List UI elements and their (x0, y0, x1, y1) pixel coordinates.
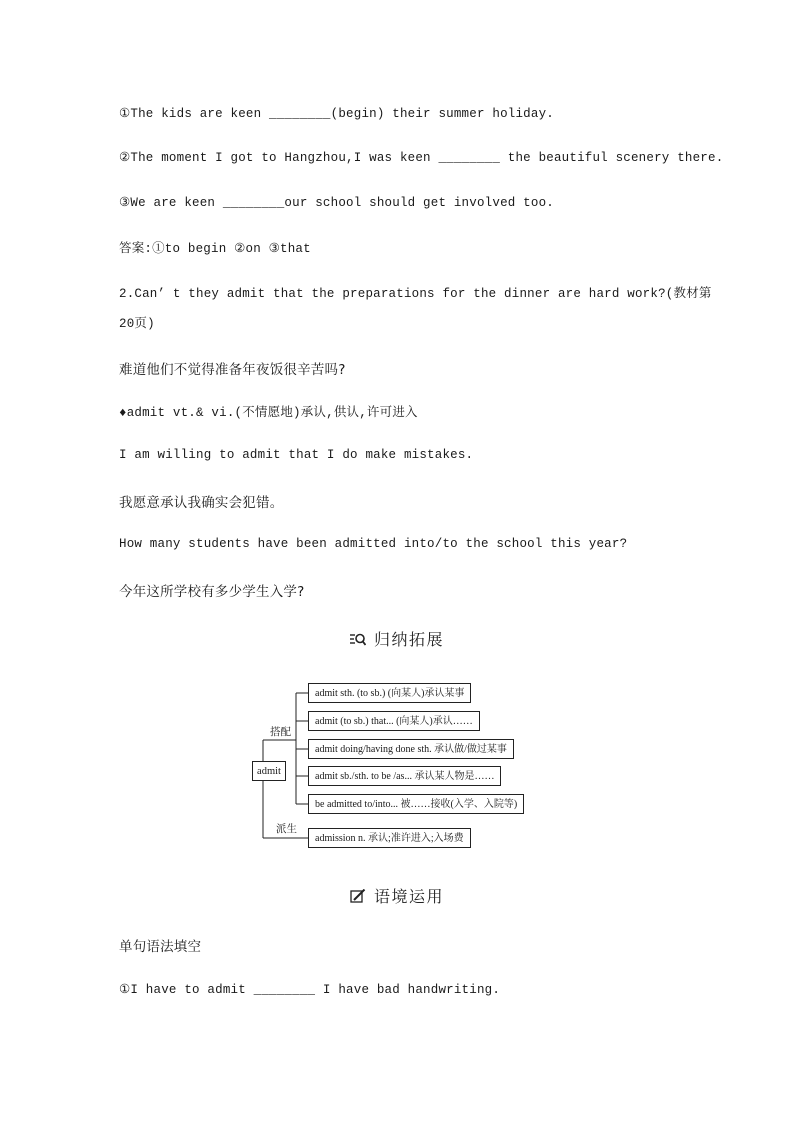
derivative-box: admission n. 承认;准许进入;入场费 (308, 828, 471, 848)
exercise-title: 单句语法填空 (119, 939, 202, 955)
example-translation-1: 我愿意承认我确实会犯错。 (119, 495, 284, 511)
diagram-label-derivative: 派生 (276, 823, 297, 835)
exercise2-item-1: ①I have to admit ________ I have bad handwriting. (119, 983, 501, 997)
textbook-sentence-cont: 20页) (119, 317, 155, 331)
textbook-sentence: 2.Can’ t they admit that the preparations for the dinner are hard work?(教材第 (119, 287, 712, 301)
example-sentence-2: How many students have been admitted into/to the school this year? (119, 537, 628, 551)
word-definition: ♦admit vt.& vi.(不情愿地)承认,供认,许可进入 (119, 406, 418, 420)
diagram-root-admit: admit (252, 761, 286, 781)
section-heading-summary (0, 627, 794, 650)
collocation-box-5: be admitted to/into... 被……接收(入学、入院等) (308, 794, 524, 814)
pencil-icon (350, 890, 372, 906)
exercise-item-2: ②The moment I got to Hangzhou,I was keen ________ the beautiful scenery there. (119, 151, 724, 165)
example-sentence-1: I am willing to admit that I do make mistakes. (119, 448, 474, 462)
collocation-box-4: admit sb./sth. to be /as... 承认某人物是…… (308, 766, 501, 786)
exercise-item-3: ③We are keen ________our school should get involved too. (119, 196, 554, 210)
collocation-box-1: admit sth. (to sb.) (向某人)承认某事 (308, 683, 471, 703)
magnifier-list-icon (350, 633, 372, 649)
sentence-translation: 难道他们不觉得准备年夜饭很辛苦吗? (119, 362, 346, 378)
answer-line: 答案:①to begin ②on ③that (119, 242, 311, 256)
collocation-box-3: admit doing/having done sth. 承认做/做过某事 (308, 739, 514, 759)
section-title-summary: 归纳拓展 (373, 630, 444, 649)
example-translation-2: 今年这所学校有多少学生入学? (119, 584, 305, 600)
collocation-box-2: admit (to sb.) that... (向某人)承认…… (308, 711, 480, 731)
diagram-label-collocation: 搭配 (270, 726, 291, 738)
section-title-usage: 语境运用 (373, 887, 444, 906)
exercise-item-1: ①The kids are keen ________(begin) their summer holiday. (119, 107, 554, 121)
section-heading-usage (0, 884, 794, 907)
